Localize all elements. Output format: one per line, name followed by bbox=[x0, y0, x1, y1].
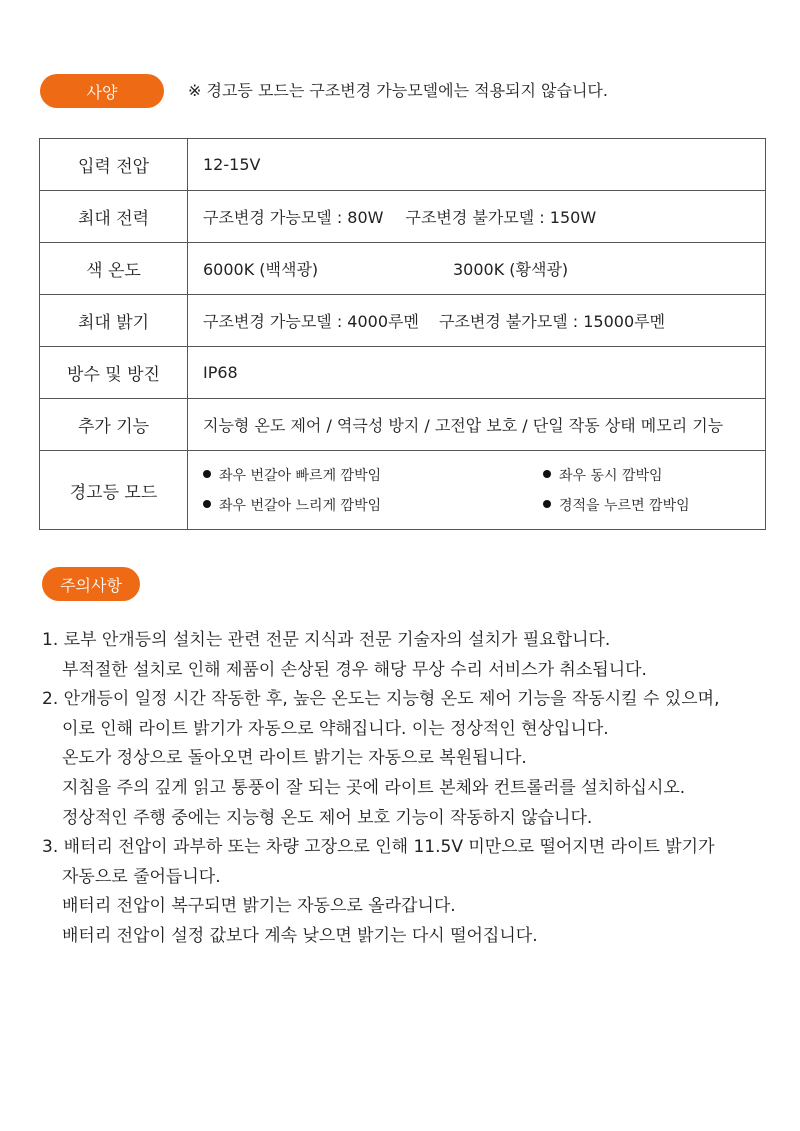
caution-line: 배터리 전압이 설정 값보다 계속 낮으면 밝기는 다시 떨어집니다. bbox=[62, 925, 538, 946]
spec-row-color-temp bbox=[40, 243, 766, 295]
caution-list bbox=[42, 626, 719, 952]
item-text: 안개등이 일정 시간 작동한 후, 높은 온도는 지능형 온도 제어 기능을 작동시킬 수 있으며, bbox=[63, 689, 720, 710]
row-value bbox=[188, 399, 766, 451]
caution-line: 온도가 정상으로 돌아오면 라이트 밝기는 자동으로 복원됩니다. bbox=[62, 748, 527, 769]
row-value bbox=[188, 295, 766, 347]
row-label: 경고등 모드 bbox=[40, 451, 188, 530]
row-value bbox=[188, 243, 766, 295]
row-value bbox=[188, 451, 766, 530]
item-text: 배터리 전압이 과부하 또는 차량 고장으로 인해 11.5V 미만으로 떨어지면 라이트 밝기가 bbox=[63, 837, 715, 858]
row-label: 최대 전력 bbox=[40, 191, 188, 243]
item-number: 2. bbox=[42, 689, 59, 710]
row-label: 방수 및 방진 bbox=[40, 347, 188, 399]
caution-line bbox=[42, 685, 719, 715]
item-number: 3. bbox=[42, 837, 59, 858]
spec-notice: ※ 경고등 모드는 구조변경 가능모델에는 적용되지 않습니다. bbox=[188, 81, 608, 100]
spec-row-max-power bbox=[40, 191, 766, 243]
warning-mode-label: 좌우 번갈아 빠르게 깜박임 bbox=[219, 468, 382, 484]
item-text: 로부 안개등의 설치는 관련 전문 지식과 전문 기술자의 설치가 필요합니다. bbox=[63, 630, 611, 650]
warning-mode-item bbox=[543, 465, 763, 485]
row-label: 최대 밝기 bbox=[40, 295, 188, 347]
item-number: 1. bbox=[42, 630, 59, 650]
caution-item bbox=[42, 626, 719, 685]
value-1: 구조변경 가능모델 : 4000루멘 bbox=[203, 312, 419, 331]
spec-row-warning-mode bbox=[40, 451, 766, 530]
caution-line bbox=[42, 626, 719, 656]
row-label: 추가 기능 bbox=[40, 399, 188, 451]
row-label: 입력 전압 bbox=[40, 139, 188, 191]
spec-row-extra-features bbox=[40, 399, 766, 451]
spec-row-max-brightness bbox=[40, 295, 766, 347]
spec-badge: 사양 bbox=[40, 74, 164, 108]
value-1: 구조변경 가능모델 : 80W bbox=[203, 208, 384, 227]
bullet-icon bbox=[543, 500, 551, 508]
row-value bbox=[188, 139, 766, 191]
warning-mode-item bbox=[543, 495, 763, 515]
value-2: 3000K (황색광) bbox=[453, 260, 569, 279]
caution-line: 이로 인해 라이트 밝기가 자동으로 약해집니다. 이는 정상적인 현상입니다. bbox=[62, 718, 609, 739]
warning-mode-label: 경적을 누르면 깜박임 bbox=[559, 498, 690, 514]
caution-item bbox=[42, 833, 719, 951]
caution-item bbox=[42, 685, 719, 833]
bullet-icon bbox=[203, 500, 211, 508]
caution-line bbox=[42, 833, 719, 863]
warning-mode-label: 좌우 번갈아 느리게 깜박임 bbox=[219, 498, 382, 514]
bullet-icon bbox=[543, 470, 551, 478]
caution-line: 지침을 주의 깊게 읽고 통풍이 잘 되는 곳에 라이트 본체와 컨트롤러를 설치하십시오. bbox=[62, 777, 686, 798]
spec-row-input-voltage bbox=[40, 139, 766, 191]
row-value bbox=[188, 191, 766, 243]
caution-badge: 주의사항 bbox=[42, 567, 140, 601]
caution-line: 부적절한 설치로 인해 제품이 손상된 경우 해당 무상 수리 서비스가 취소됩니다. bbox=[62, 659, 647, 680]
bullet-icon bbox=[203, 470, 211, 478]
warning-mode-item bbox=[203, 495, 543, 515]
warning-mode-item bbox=[203, 465, 543, 485]
value-2: 구조변경 불가모델 : 15000루멘 bbox=[438, 312, 666, 331]
value-2: 구조변경 불가모델 : 150W bbox=[405, 208, 597, 227]
warning-mode-label: 좌우 동시 깜박임 bbox=[559, 468, 663, 484]
row-label: 색 온도 bbox=[40, 243, 188, 295]
value-1: 지능형 온도 제어 / 역극성 방지 / 고전압 보호 / 단일 작동 상태 메모리 기능 bbox=[203, 416, 724, 435]
row-value bbox=[188, 347, 766, 399]
caution-line: 배터리 전압이 복구되면 밝기는 자동으로 올라갑니다. bbox=[62, 896, 456, 917]
value-1: 6000K (백색광) bbox=[203, 260, 319, 279]
caution-line: 정상적인 주행 중에는 지능형 온도 제어 보호 기능이 작동하지 않습니다. bbox=[62, 807, 593, 828]
value-1: 12-15V bbox=[203, 155, 261, 174]
value-1: IP68 bbox=[203, 363, 238, 382]
spec-table bbox=[39, 138, 766, 530]
spec-row-waterproof bbox=[40, 347, 766, 399]
caution-line: 자동으로 줄어듭니다. bbox=[62, 866, 221, 887]
